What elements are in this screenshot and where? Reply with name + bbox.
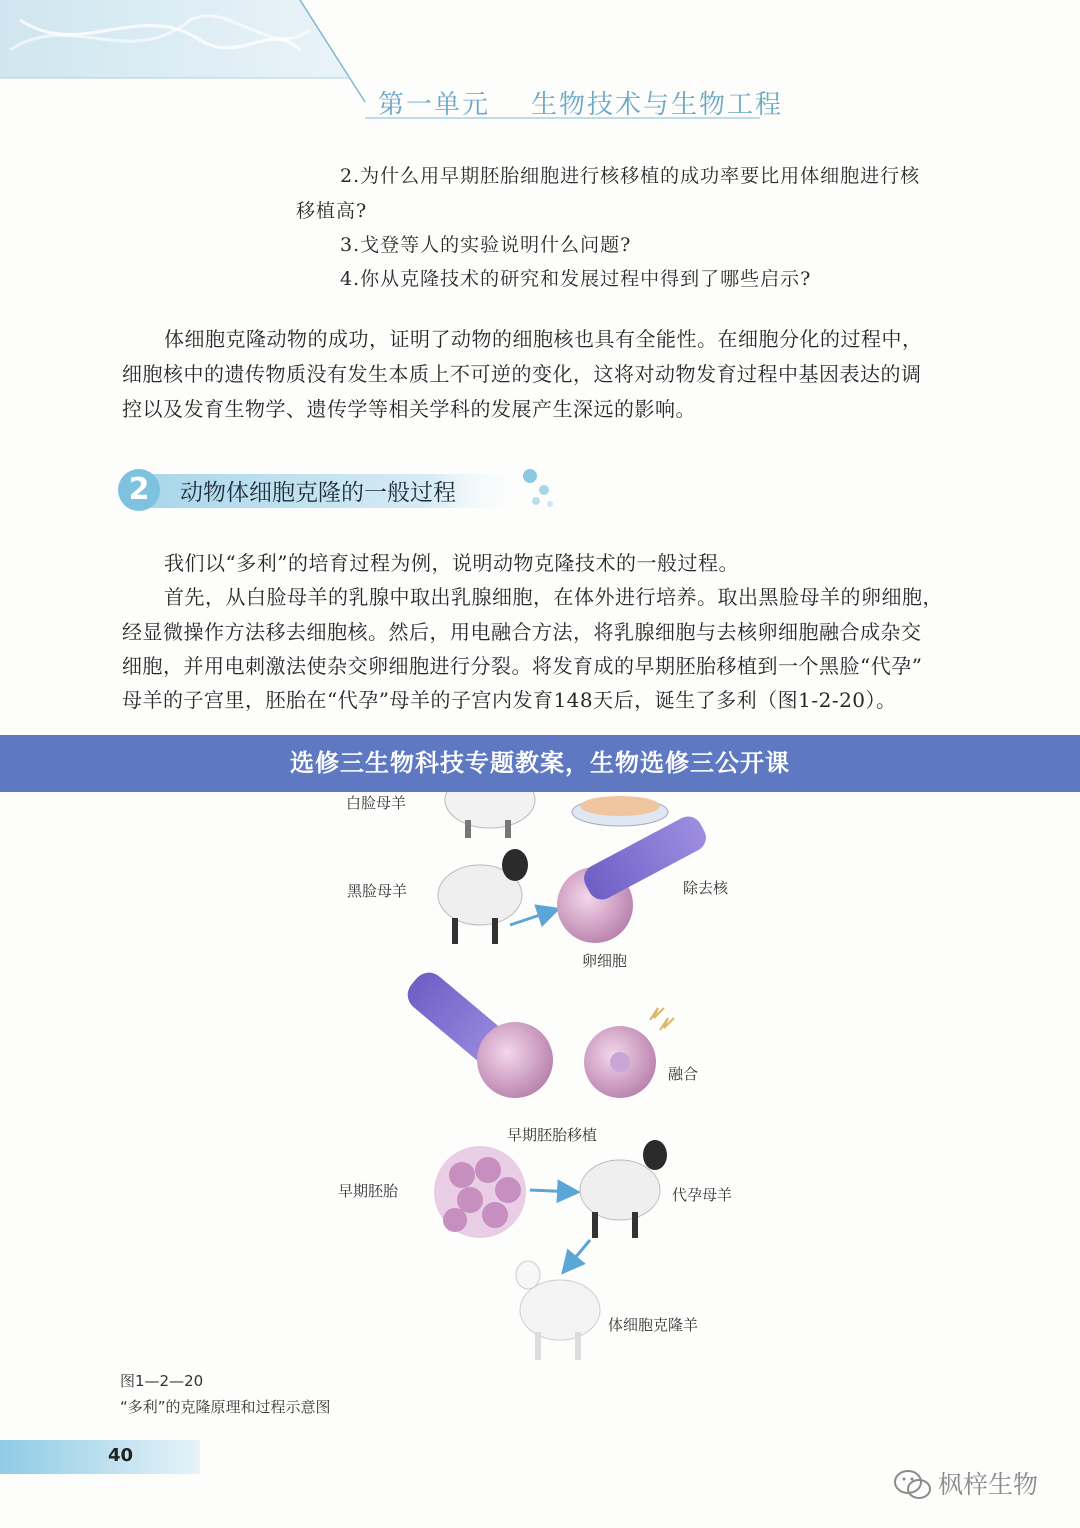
figure-caption-text: “多利”的克隆原理和过程示意图 (120, 1398, 331, 1416)
label-clone-sheep: 体细胞克隆羊 (608, 1316, 699, 1334)
wechat-icon (893, 1468, 933, 1502)
paragraph-2-line-4: 细胞，并用电刺激法使杂交卵细胞进行分裂。将发育成的早期胚胎移植到一个黑脸“代孕” (122, 654, 923, 678)
label-surrogate-ewe: 代孕母羊 (672, 1186, 733, 1204)
watermark-text: 枫梓生物 (938, 1470, 1039, 1499)
clone-sheep-drawing (516, 1261, 600, 1360)
label-early-embryo-transfer: 早期胚胎移植 (507, 1126, 598, 1144)
page-number-bar (0, 1440, 200, 1474)
petri-dish-drawing (572, 796, 668, 826)
paragraph-1-line-1: 体细胞克隆动物的成功，证明了动物的细胞核也具有全能性。在细胞分化的过程中， (164, 327, 923, 351)
paragraph-2-line-3: 经显微操作方法移去细胞核。然后，用电融合方法，将乳腺细胞与去核卵细胞融合成杂交 (122, 620, 922, 644)
page-number: 40 (108, 1445, 134, 1466)
paragraph-2-line-1: 我们以“多利”的培育过程为例，说明动物克隆技术的一般过程。 (164, 551, 739, 575)
label-egg-cell: 卵细胞 (582, 952, 628, 970)
black-face-ewe-drawing (438, 849, 528, 944)
label-remove-nucleus: 除去核 (683, 879, 729, 897)
question-2-line-1: 2.为什么用早期胚胎细胞进行核移植的成功率要比用体细胞进行核 (340, 165, 921, 187)
figure-caption-number: 图1—2—20 (120, 1372, 204, 1390)
question-4: 4.你从克隆技术的研究和发展过程中得到了哪些启示? (340, 268, 812, 290)
section-number: 2 (128, 472, 150, 507)
label-black-face-ewe: 黑脸母羊 (347, 882, 408, 900)
paragraph-1-line-3: 控以及发育生物学、遗传学等相关学科的发展产生深远的影响。 (122, 397, 696, 421)
surrogate-ewe-drawing (580, 1140, 667, 1238)
label-fusion: 融合 (668, 1065, 699, 1083)
section-title: 动物体细胞克隆的一般过程 (180, 480, 456, 506)
paragraph-2-line-2: 首先，从白脸母羊的乳腺中取出乳腺细胞，在体外进行培养。取出黑脸母羊的卵细胞， (164, 585, 943, 609)
label-white-face-ewe: 白脸母羊 (346, 794, 407, 812)
question-3: 3.戈登等人的实验说明什么问题? (340, 234, 632, 256)
label-early-embryo: 早期胚胎 (338, 1182, 399, 1200)
unit-title: 第一单元 生物技术与生物工程 (378, 90, 784, 120)
early-embryo-drawing (434, 1146, 526, 1238)
paragraph-1-line-2: 细胞核中的遗传物质没有发生本质上不可逆的变化，这将对动物发育过程中基因表达的调 (122, 362, 922, 386)
title-banner-text: 选修三生物科技专题教案，生物选修三公开课 (290, 749, 790, 777)
paragraph-2-line-5: 母羊的子宫里，胚胎在“代孕”母羊的子宫内发育148天后，诞生了多利（图1-2-20）。 (122, 688, 897, 712)
question-2-line-2: 移植高? (296, 200, 368, 222)
